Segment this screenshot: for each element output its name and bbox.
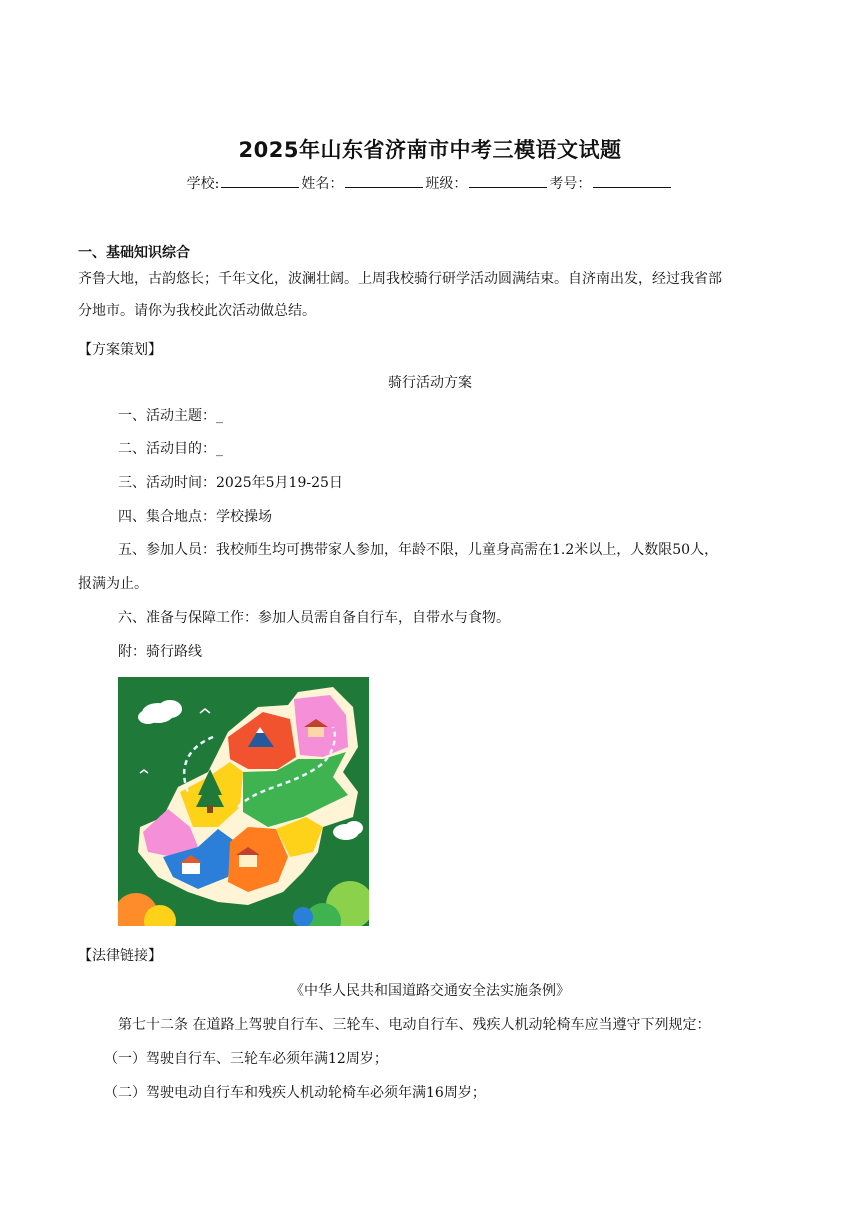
name-label: 姓名： [301,176,344,192]
intro-line-1: 齐鲁大地，古韵悠长；千年文化，波澜壮阔。上周我校骑行研学活动圆满结束。自济南出发，经过我省部 [78,271,722,287]
law-title: 《中华人民共和国道路交通安全法实施条例》 [290,983,570,999]
route-map-image [118,677,369,926]
section-heading: 一、基础知识综合 [78,245,190,261]
class-blank[interactable] [469,174,547,188]
name-blank[interactable] [345,174,423,188]
plan-item-participants: 五、参加人员：我校师生均可携带家人参加，年龄不限，儿童身高需在1.2米以上，人数限50人， [118,542,719,558]
school-blank[interactable] [221,174,299,188]
plan-item-location: 四、集合地点：学校操场 [118,509,272,525]
law-item-2: （二）驾驶电动自行车和残疾人机动轮椅车必须年满16周岁； [104,1085,486,1101]
plan-item-preparation: 六、准备与保障工作：参加人员需自备自行车，自带水与食物。 [118,610,510,626]
plan-item-route: 附：骑行路线 [118,644,202,660]
law-article: 第七十二条 在道路上驾驶自行车、三轮车、电动自行车、残疾人机动轮椅车应当遵守下列规定： [118,1017,711,1033]
number-label: 考号： [549,176,592,192]
law-item-1: （一）驾驶自行车、三轮车必须年满12周岁； [104,1051,388,1067]
plan-item-theme: 一、活动主题：_ [118,408,223,424]
plan-item-participants-cont: 报满为止。 [78,576,148,592]
plan-item-purpose: 二、活动目的：_ [118,441,223,457]
page-title: 2025年山东省济南市中考三模语文试题 [238,138,622,162]
class-label: 班级： [425,176,468,192]
plan-bracket-label: 【方案策划】 [78,342,162,358]
route-map-illustration [118,677,369,926]
student-info-line [0,173,860,193]
school-label: 学校: [186,176,220,192]
number-blank[interactable] [593,174,671,188]
plan-item-time: 三、活动时间：2025年5月19-25日 [118,475,343,491]
law-bracket-label: 【法律链接】 [78,948,162,964]
plan-title: 骑行活动方案 [388,375,472,391]
intro-line-2: 分地市。请你为我校此次活动做总结。 [78,303,316,319]
